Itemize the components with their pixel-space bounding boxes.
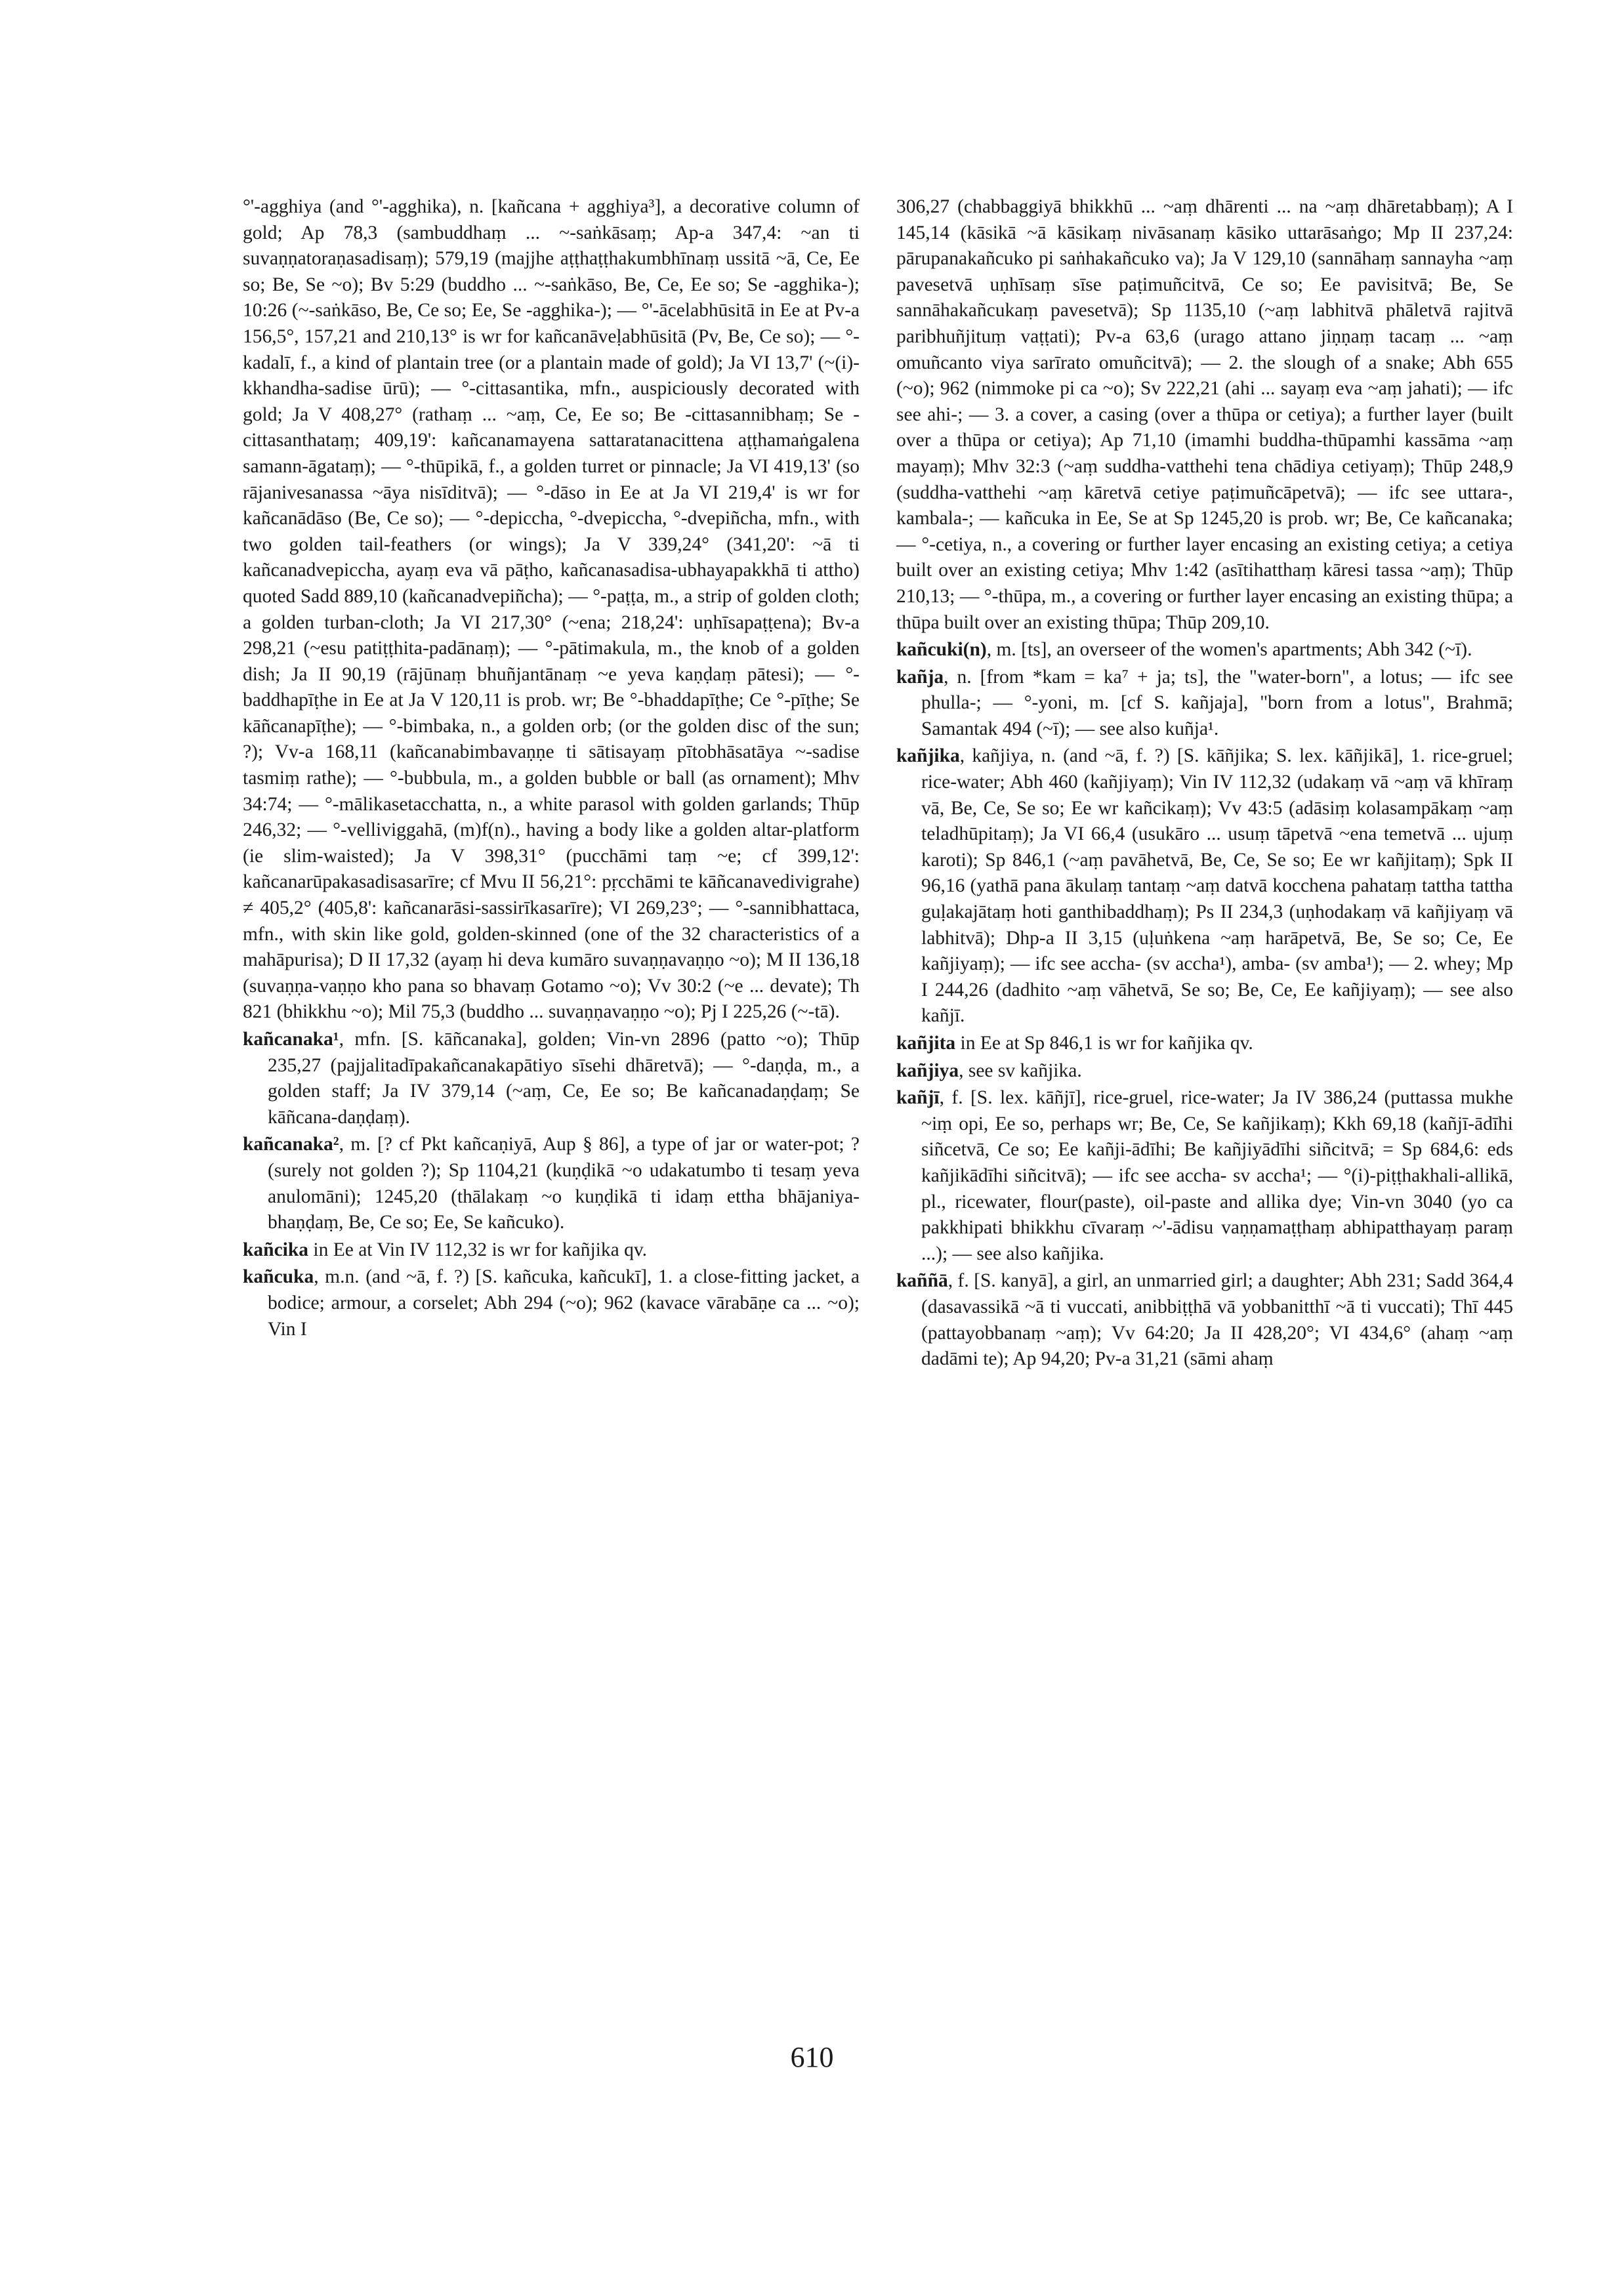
- entry-text: , f. [S. lex. kāñjī], rice-gruel, rice-water; Ja IV 386,24 (puttassa mukhe ~iṃ opi, Ee so, perhaps wr; Be, Ce, Se kañjikaṃ); Kkh 69,18 (kañjī-ādīhi siñcetvā, Ce so; Ee kañji-ādīhi; Be kañjiyādīhi siñcitvā; = Sp 684,6: eds kañjikādīhi siñcitvā); — ifc see accha- sv accha¹; — °(i)-piṭṭhakhali-allikā, pl., ricewater, flour(paste), oil-paste and allika dye; Vin-vn 3040 (yo ca pakkhipati bhikkhu cīvaraṃ ~'-ādisu vaṇṇamaṭṭhaṃ abhipatthayaṃ paraṃ ...); — see also kañjika.: [921, 1087, 1513, 1264]
- dictionary-entry: [243, 1027, 860, 1130]
- dictionary-entry: [243, 1237, 860, 1264]
- entry-headword: kañcanaka²: [243, 1134, 339, 1155]
- dictionary-entry: [896, 665, 1513, 743]
- dictionary-entry: [896, 743, 1513, 1029]
- entry-text: , kañjiya, n. (and ~ā, f. ?) [S. kāñjika; S. lex. kāñjikā], 1. rice-gruel; rice-water; Abh 460 (kañjiyaṃ); Vin IV 112,32 (udakaṃ vā ~aṃ vā khīraṃ vā, Be, Ce, Se so; Ee wr kañcikaṃ); Vv 43:5 (adāsiṃ kolasampākaṃ ~aṃ teladhūpitaṃ); Ja VI 66,4 (usukāro ... usuṃ tāpetvā ~ena temetvā ... ujuṃ karoti); Sp 846,1 (~aṃ pavāhetvā, Be, Ce, Se so; Ee wr kañjitaṃ); Spk II 96,16 (yathā pana ākulaṃ tantaṃ ~aṃ datvā kocchena pahataṃ tattha tattha guḷakajātaṃ hoti ganthibaddhaṃ); Ps II 234,3 (uṇhodakaṃ vā kañjiyaṃ vā labhitvā); Dhp-a II 3,15 (uḷuṅkena ~aṃ harāpetvā, Be, Se so; Ce, Ee kañjiyaṃ); — ifc see accha- (sv accha¹), amba- (sv amba¹); — 2. whey; Mp I 244,26 (dadhito ~aṃ vāhetvā, Se so; Be, Ce, Ee kañjiyaṃ); — see also kañjī.: [921, 745, 1513, 1027]
- entry-text: , m.n. (and ~ā, f. ?) [S. kañcuka, kañcukī], 1. a close-fitting jacket, a bodice; armour, a corselet; Abh 294 (~o); 962 (kavace vārabāṇe ca ... ~o); Vin I: [268, 1266, 860, 1340]
- dictionary-entry: [896, 1031, 1513, 1057]
- dictionary-entry: [243, 1132, 860, 1235]
- dictionary-entry: [896, 637, 1513, 663]
- entry-text: , m. [? cf Pkt kañcaṇiyā, Aup § 86], a type of jar or water-pot; ? (surely not golden ?); Sp 1104,21 (kuṇḍikā ~o udakatumbo ti tesaṃ yeva anulomāni); 1245,20 (thālakaṃ ~o kuṇḍikā ti idaṃ ettha bhājaniya-bhaṇḍaṃ, Be, Ce so; Ee, Se kañcuko).: [268, 1134, 860, 1233]
- dictionary-entry: [896, 1085, 1513, 1267]
- dictionary-entry: [243, 1264, 860, 1342]
- dictionary-entry: [896, 194, 1513, 636]
- entry-headword: kañja: [896, 666, 944, 688]
- entry-text: in Ee at Vin IV 112,32 is wr for kañjika qv.: [308, 1239, 648, 1260]
- entry-headword: kañjiya: [896, 1060, 959, 1081]
- entry-text: °'-agghiya (and °'-agghika), n. [kañcana + agghiya³], a decorative column of gold; Ap 78,3 (sambuddhaṃ ... ~-saṅkāsaṃ; Ap-a 347,4: ~an ti suvaṇṇatoraṇasadisaṃ); 579,19 (majjhe aṭṭhaṭṭhakumbhīnaṃ ussitā ~ā, Ce, Ee so; Be, Se ~o); Bv 5:29 (buddho ... ~-saṅkāso, Be, Ce, Ee so; Se -agghika-); 10:26 (~-saṅkāso, Be, Ce so; Ee, Se -agghika-); — °'-ācelabhūsitā in Ee at Pv-a 156,5°, 157,21 and 210,13° is wr for kañcanāveḷabhūsitā (Pv, Be, Ce so); — °-kadalī, f., a kind of plantain tree (or a plantain made of gold); Ja VI 13,7' (~(i)-kkhandha-sadise ūrū); — °-cittasantika, mfn., auspiciously decorated with gold; Ja V 408,27° (rathaṃ ... ~aṃ, Ce, Ee so; Be -cittasannibhaṃ; Se -cittasanthataṃ; 409,19': kañcanamayena sattaratanacittena aṭṭhamaṅgalena samann-āgataṃ); — °-thūpikā, f., a golden turret or pinnacle; Ja VI 419,13' (so rājanivesanassa ~āya nisīditvā); — °-dāso in Ee at Ja VI 219,4' is wr for kañcanādāso (Be, Ce so); — °-depiccha, °-dvepiccha, °-dvepiñcha, mfn., with two golden tail-feathers (or wings); Ja V 339,24° (341,20': ~ā ti kañcanadvepiccha, ayaṃ eva vā pāṭho, kañcanasadisa-ubhayapakkhā ti attho) quoted Sadd 889,10 (kañcanadvepiñcha); — °-paṭṭa, m., a strip of golden cloth; a golden turban-cloth; Ja VI 217,30° (~ena; 218,24': uṇhīsapaṭṭena); Bv-a 298,21 (~esu patiṭṭhita-padānaṃ); — °-pātimakula, m., the knob of a golden dish; Ja II 90,19 (rājūnaṃ bhuñjantānaṃ ~e yeva kaṇḍaṃ pātesi); — °-baddhapīṭhe in Ee at Ja V 120,11 is prob. wr; Be °-bhaddapīṭhe; Ce °-pīṭhe; Se kāñcanapīṭhe); — °-bimbaka, n., a golden orb; (or the golden disc of the sun; ?); Vv-a 168,11 (kañcanabimbavaṇṇe ti sātisayaṃ pītobhāsatāya ~-sadise tasmiṃ rathe); — °-bubbula, m., a golden bubble or ball (as ornament); Mhv 34:74; — °-mālikasetacchatta, n., a white parasol with golden garlands; Thūp 246,32; — °-velliviggahā, (m)f(n)., having a body like a golden altar-platform (ie slim-waisted); Ja V 398,31° (pucchāmi taṃ ~e; cf 399,12': kañcanarūpakasadisasarīre; cf Mvu II 56,21°: pṛcchāmi te kāñcanavedivigrahe) ≠ 405,2° (405,8': kañcanarāsi-sassirīkasarīre); VI 269,23°; — °-sannibhattaca, mfn., with skin like gold, golden-skinned (one of the 32 characteristics of a mahāpurisa); D II 17,32 (ayaṃ hi deva kumāro suvaṇṇavaṇṇo ~o); M II 136,18 (suvaṇṇa-vaṇṇo kho pana so bhavaṃ Gotamo ~o); Vv 30:2 (~e ... devate); Th 821 (bhikkhu ~o); Mil 75,3 (buddho ... suvaṇṇavaṇṇo ~o); Pj I 225,26 (~-tā).: [243, 196, 860, 1023]
- entry-headword: kañcuka: [243, 1266, 314, 1288]
- right-column: [896, 194, 1513, 1374]
- entry-headword: kañcuki(n): [896, 639, 987, 661]
- entry-headword: kañjī: [896, 1087, 940, 1109]
- left-column: [243, 194, 860, 1344]
- dictionary-entry: [896, 1058, 1513, 1085]
- entry-text: in Ee at Sp 846,1 is wr for kañjika qv.: [955, 1033, 1253, 1054]
- entry-headword: kañjika: [896, 745, 960, 767]
- dictionary-entry: [896, 1268, 1513, 1372]
- entry-text: , mfn. [S. kāñcanaka], golden; Vin-vn 2896 (patto ~o); Thūp 235,27 (pajjalitadīpakañcanakapātiyo sīsehi dhāretvā); — °-daṇḍa, m., a golden staff; Ja IV 379,14 (~aṃ, Ce, Ee so; Be kañcanadaṇḍaṃ; Se kāñcana-daṇḍaṃ).: [268, 1029, 860, 1128]
- entry-headword: kañjita: [896, 1033, 956, 1054]
- entry-headword: kañcanaka¹: [243, 1029, 339, 1050]
- entry-headword: kaññā: [896, 1270, 948, 1292]
- entry-headword: kañcika: [243, 1239, 309, 1260]
- entry-text: , m. [ts], an overseer of the women's apartments; Abh 342 (~ī).: [986, 639, 1472, 661]
- entry-text: , n. [from *kam = ka⁷ + ja; ts], the "water-born", a lotus; — ifc see phulla-; — °-yoni, m. [cf S. kañjaja], "born from a lotus", Brahmā; Samantak 494 (~ī); — see also kuñja¹.: [921, 666, 1513, 739]
- dictionary-entry: [243, 194, 860, 1025]
- entry-text: , f. [S. kanyā], a girl, an unmarried girl; a daughter; Abh 231; Sadd 364,4 (dasavassikā ~ā ti vuccati, anibbiṭṭhā vā yobbanitthī ~ā ti vuccati); Thī 445 (pattayobbanaṃ ~aṃ); Vv 64:20; Ja II 428,20°; VI 434,6° (ahaṃ ~aṃ dadāmi te); Ap 94,20; Pv-a 31,21 (sāmi ahaṃ: [921, 1270, 1513, 1370]
- entry-text: , see sv kañjika.: [959, 1060, 1082, 1081]
- page-number: 610: [790, 2041, 834, 2073]
- entry-text: 306,27 (chabbaggiyā bhikkhū ... ~aṃ dhārenti ... na ~aṃ dhāretabbaṃ); A I 145,14 (kāsikā ~ā kāsikaṃ nivāsanaṃ kāsiko uttarāsaṅgo; Mp II 237,24: pārupanakañcuko pi saṅhakañcuko va); Ja V 129,10 (sannāhaṃ sannayha ~aṃ pavesetvā uṇhīsaṃ sīse paṭimuñcitvā, Ce so; Ee pavisitvā; Be, Se sannāhakañcukaṃ pavesetvā); Sp 1135,10 (~aṃ labhitvā phāletvā rajitvā paribhuñjituṃ vaṭṭati); Pv-a 63,6 (urago attano jiṇṇaṃ tacaṃ ... ~aṃ omuñcanto viya sarīrato omuñcitvā); — 2. the slough of a snake; Abh 655 (~o); 962 (nimmoke pi ca ~o); Sv 222,21 (ahi ... sayaṃ eva ~aṃ jahati); — ifc see ahi-; — 3. a cover, a casing (over a thūpa or cetiya); a further layer (built over a thūpa or cetiya); Ap 71,10 (imamhi buddha-thūpamhi kassāma ~aṃ mayaṃ); Mhv 32:3 (~aṃ suddha-vatthehi tena chādiya cetiyaṃ); Thūp 248,9 (suddha-vatthehi ~aṃ kāretvā cetiye paṭimuñcāpetvā); — ifc see uttara-, kambala-; — kañcuka in Ee, Se at Sp 1245,20 is prob. wr; Be, Ce kañcanaka; — °-cetiya, n., a covering or further layer encasing an existing cetiya; a cetiya built over an existing cetiya; Mhv 1:42 (asītihatthaṃ kāresi tassa ~aṃ); Thūp 210,13; — °-thūpa, m., a covering or further layer encasing an existing thūpa; a thūpa built over an existing thūpa; Thūp 209,10.: [896, 196, 1513, 633]
